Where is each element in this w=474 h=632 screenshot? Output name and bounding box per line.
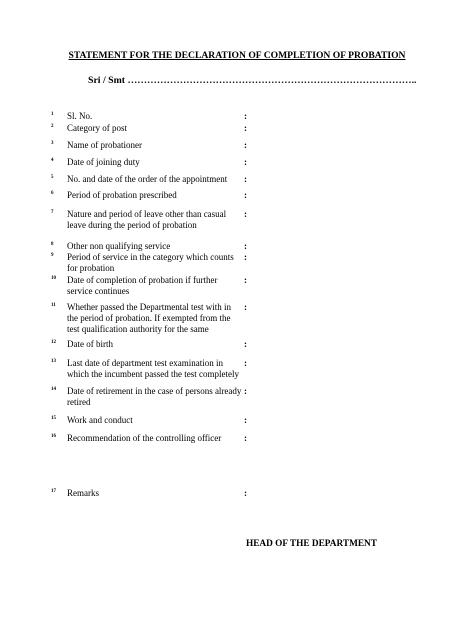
item-label: Recommendation of the controlling officer xyxy=(67,433,222,443)
item-label: Name of probationer xyxy=(67,140,142,150)
item-number: 4 xyxy=(51,158,54,163)
item-number: 13 xyxy=(51,359,56,364)
item-colon: : xyxy=(244,123,247,133)
item-label: Whether passed the Departmental test with in the period of probation. If exempted from the test qualification authority for the same xyxy=(67,302,231,334)
item-number: 14 xyxy=(51,387,56,392)
item-label: Period of probation prescribed xyxy=(67,190,177,200)
item-number: 6 xyxy=(51,191,54,196)
item-colon: : xyxy=(244,209,247,219)
item-colon: : xyxy=(244,433,247,443)
item-number: 16 xyxy=(51,434,56,439)
name-line: Sri / Smt …………………………………………………………………………….. xyxy=(88,75,417,86)
item-label: Period of service in the category which counts for probation xyxy=(67,252,234,273)
item-number: 7 xyxy=(51,210,54,215)
item-label: Date of birth xyxy=(67,339,113,349)
item-colon: : xyxy=(244,190,247,200)
item-number: 8 xyxy=(51,242,54,247)
item-label: Date of completion of probation if further service continues xyxy=(67,275,218,296)
item-number: 2 xyxy=(51,124,54,129)
item-number: 11 xyxy=(51,303,56,308)
item-label: Other non qualifying service xyxy=(67,241,171,251)
item-colon: : xyxy=(244,488,247,498)
item-number: 1 xyxy=(51,112,54,117)
item-colon: : xyxy=(244,302,247,312)
item-number: 12 xyxy=(51,340,56,345)
item-label: Remarks xyxy=(67,488,99,498)
item-colon: : xyxy=(244,241,247,251)
signature-label: HEAD OF THE DEPARTMENT xyxy=(246,539,377,549)
item-label: Category of post xyxy=(67,123,127,133)
item-colon: : xyxy=(244,111,247,121)
item-label: Date of retirement in the case of persons already retired xyxy=(67,386,242,407)
item-label: Sl. No. xyxy=(67,111,93,121)
item-label: Work and conduct xyxy=(67,415,133,425)
item-colon: : xyxy=(244,275,247,285)
item-label: No. and date of the order of the appointment xyxy=(67,174,228,184)
item-number: 15 xyxy=(51,416,56,421)
item-number: 5 xyxy=(51,175,54,180)
item-label: Last date of department test examination in which the incumbent passed the test completely xyxy=(67,358,239,379)
document-title: STATEMENT FOR THE DECLARATION OF COMPLETION OF PROBATION xyxy=(68,50,406,61)
item-label: Nature and period of leave other than casual leave during the period of probation xyxy=(67,209,227,230)
item-colon: : xyxy=(244,415,247,425)
item-colon: : xyxy=(244,339,247,349)
item-label: Date of joining duty xyxy=(67,157,140,167)
item-colon: : xyxy=(244,140,247,150)
item-number: 17 xyxy=(51,489,56,494)
item-colon: : xyxy=(244,386,247,396)
item-colon: : xyxy=(244,174,247,184)
item-number: 3 xyxy=(51,141,54,146)
item-number: 10 xyxy=(51,276,56,281)
item-colon: : xyxy=(244,252,247,262)
item-number: 9 xyxy=(51,253,54,258)
item-colon: : xyxy=(244,157,247,167)
item-colon: : xyxy=(244,358,247,368)
